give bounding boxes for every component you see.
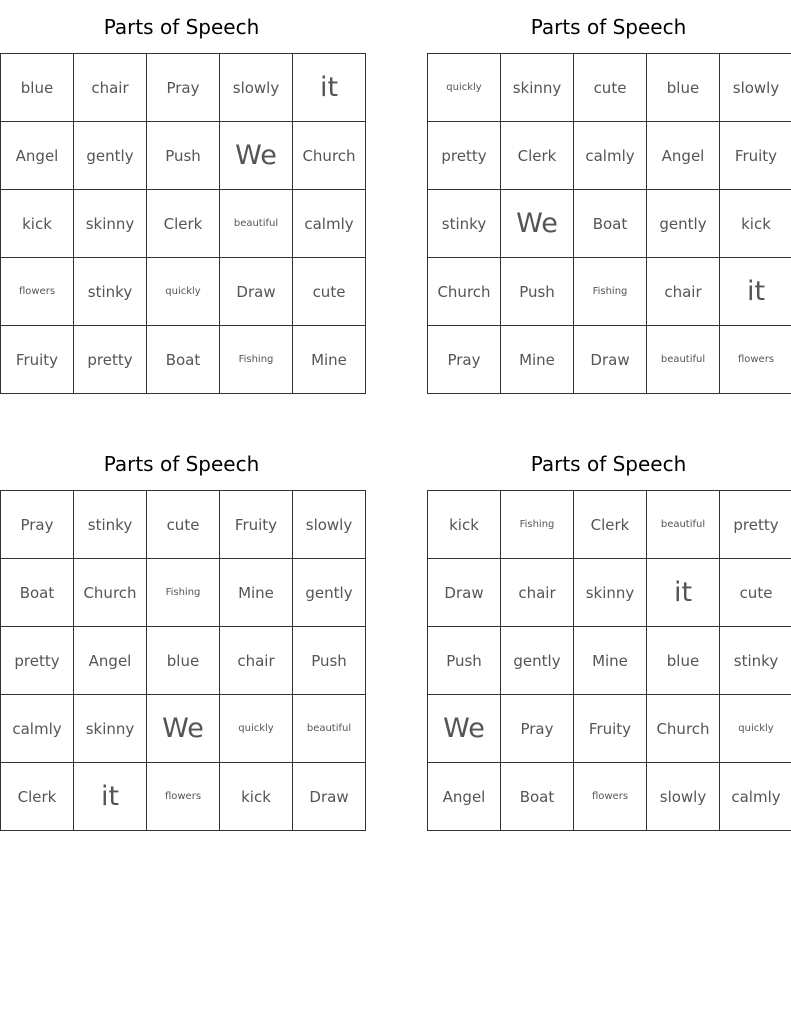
grid-cell: gently (293, 559, 366, 627)
grid-cell: Push (501, 258, 574, 326)
grid-cell: quickly (720, 695, 791, 763)
grid-cell: gently (74, 122, 147, 190)
grid-cell: Draw (293, 763, 366, 831)
bingo-card-4 (427, 450, 790, 806)
grid-cell: Boat (147, 326, 220, 394)
grid-cell: Church (647, 695, 720, 763)
grid-cell: Angel (1, 122, 74, 190)
grid-cell: flowers (720, 326, 791, 394)
grid-cell: Church (74, 559, 147, 627)
grid-cell: Church (428, 258, 501, 326)
grid-cell: Angel (74, 627, 147, 695)
grid-cell: gently (501, 627, 574, 695)
grid-cell: kick (1, 190, 74, 258)
grid-cell: blue (647, 54, 720, 122)
grid-cell: beautiful (647, 326, 720, 394)
grid-cell: blue (1, 54, 74, 122)
grid-row (428, 54, 791, 122)
grid-cell: chair (647, 258, 720, 326)
grid-row (428, 122, 791, 190)
grid-cell: Pray (1, 491, 74, 559)
grid-cell: Angel (647, 122, 720, 190)
grid-cell: skinny (74, 190, 147, 258)
grid-cell: Clerk (147, 190, 220, 258)
bingo-grid (0, 490, 366, 831)
grid-cell: Fishing (501, 491, 574, 559)
grid-cell: Angel (428, 763, 501, 831)
grid-cell: stinky (720, 627, 791, 695)
grid-row (428, 559, 791, 627)
grid-cell: kick (720, 190, 791, 258)
grid-cell: it (74, 763, 147, 831)
grid-cell: Mine (293, 326, 366, 394)
grid-cell: We (501, 190, 574, 258)
card-title: Parts of Speech (103, 452, 260, 476)
grid-cell: Mine (574, 627, 647, 695)
grid-cell: Push (428, 627, 501, 695)
grid-cell: We (147, 695, 220, 763)
grid-cell: it (647, 559, 720, 627)
grid-cell: Fruity (220, 491, 293, 559)
grid-cell: Pray (428, 326, 501, 394)
grid-cell: pretty (1, 627, 74, 695)
grid-cell: pretty (720, 491, 791, 559)
grid-cell: it (293, 54, 366, 122)
grid-cell: Mine (501, 326, 574, 394)
grid-cell: skinny (501, 54, 574, 122)
grid-cell: blue (147, 627, 220, 695)
grid-row (428, 491, 791, 559)
grid-row (428, 627, 791, 695)
grid-cell: Fishing (574, 258, 647, 326)
grid-cell: it (720, 258, 791, 326)
grid-cell: flowers (147, 763, 220, 831)
grid-cell: blue (647, 627, 720, 695)
grid-cell: slowly (647, 763, 720, 831)
grid-cell: chair (220, 627, 293, 695)
grid-cell: cute (720, 559, 791, 627)
grid-cell: calmly (574, 122, 647, 190)
grid-cell: We (220, 122, 293, 190)
grid-cell: Draw (220, 258, 293, 326)
bingo-grid (0, 53, 366, 394)
grid-row (428, 190, 791, 258)
grid-cell: Mine (220, 559, 293, 627)
grid-cell: Clerk (501, 122, 574, 190)
grid-cell: Pray (501, 695, 574, 763)
grid-cell: Draw (428, 559, 501, 627)
grid-row (1, 326, 366, 394)
grid-cell: cute (147, 491, 220, 559)
bingo-grid (427, 53, 791, 394)
grid-cell: kick (428, 491, 501, 559)
grid-row (1, 122, 366, 190)
grid-cell: calmly (293, 190, 366, 258)
grid-cell: skinny (574, 559, 647, 627)
grid-cell: Push (147, 122, 220, 190)
grid-cell: cute (293, 258, 366, 326)
grid-cell: Clerk (1, 763, 74, 831)
grid-cell: slowly (220, 54, 293, 122)
grid-cell: quickly (147, 258, 220, 326)
grid-cell: stinky (74, 258, 147, 326)
grid-cell: stinky (428, 190, 501, 258)
grid-cell: skinny (74, 695, 147, 763)
grid-row (1, 491, 366, 559)
grid-cell: cute (574, 54, 647, 122)
card-title: Parts of Speech (530, 452, 687, 476)
grid-cell: Fishing (220, 326, 293, 394)
grid-row (428, 258, 791, 326)
grid-row (1, 559, 366, 627)
bingo-card-3 (0, 450, 363, 812)
grid-cell: Push (293, 627, 366, 695)
card-title: Parts of Speech (103, 15, 260, 39)
grid-cell: Boat (501, 763, 574, 831)
grid-row (428, 695, 791, 763)
grid-row (1, 54, 366, 122)
grid-cell: Draw (574, 326, 647, 394)
grid-cell: Clerk (574, 491, 647, 559)
grid-cell: calmly (1, 695, 74, 763)
grid-cell: calmly (720, 763, 791, 831)
grid-row (1, 258, 366, 326)
grid-cell: Boat (574, 190, 647, 258)
grid-cell: Fruity (1, 326, 74, 394)
grid-cell: slowly (293, 491, 366, 559)
grid-cell: kick (220, 763, 293, 831)
grid-cell: Fishing (147, 559, 220, 627)
grid-cell: flowers (1, 258, 74, 326)
grid-row (428, 763, 791, 831)
grid-cell: flowers (574, 763, 647, 831)
grid-cell: quickly (428, 54, 501, 122)
bingo-card-2 (427, 13, 790, 369)
bingo-card-1 (0, 13, 363, 369)
grid-cell: Boat (1, 559, 74, 627)
grid-row (1, 763, 366, 831)
grid-cell: gently (647, 190, 720, 258)
grid-cell: Fruity (574, 695, 647, 763)
grid-row (1, 695, 366, 763)
grid-cell: We (428, 695, 501, 763)
grid-cell: beautiful (220, 190, 293, 258)
grid-row (428, 326, 791, 394)
grid-cell: Pray (147, 54, 220, 122)
bingo-grid (427, 490, 791, 831)
grid-cell: chair (501, 559, 574, 627)
card-title: Parts of Speech (530, 15, 687, 39)
grid-cell: pretty (428, 122, 501, 190)
grid-cell: beautiful (293, 695, 366, 763)
grid-cell: slowly (720, 54, 791, 122)
grid-cell: Fruity (720, 122, 791, 190)
grid-cell: stinky (74, 491, 147, 559)
grid-cell: beautiful (647, 491, 720, 559)
grid-cell: Church (293, 122, 366, 190)
grid-row (1, 190, 366, 258)
grid-row (1, 627, 366, 695)
grid-cell: chair (74, 54, 147, 122)
grid-cell: pretty (74, 326, 147, 394)
grid-cell: quickly (220, 695, 293, 763)
